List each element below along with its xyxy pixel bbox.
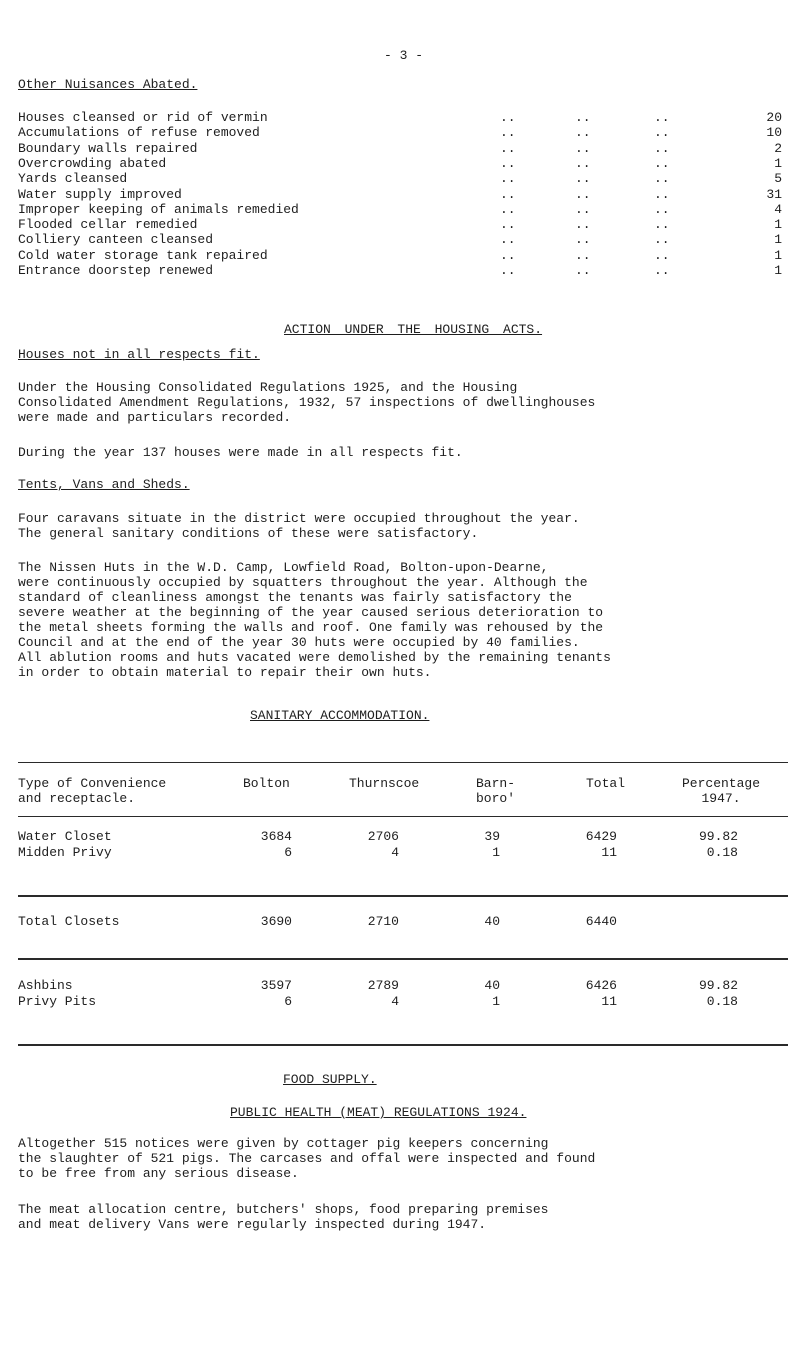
- leader-dots: ..: [575, 186, 591, 202]
- nuisance-count: 1: [774, 232, 782, 248]
- cell-total: 11: [601, 845, 617, 860]
- nuisance-row: [18, 171, 790, 186]
- nuisance-row: [18, 248, 790, 263]
- cell-bolton: 3597: [260, 978, 292, 993]
- cell-barnboro: 39: [484, 829, 500, 844]
- cell-type: Privy Pits: [18, 994, 97, 1009]
- text-line: to be free from any serious disease.: [18, 1166, 299, 1181]
- table-bottom-rule: [18, 1044, 788, 1046]
- cell-total: 6440: [585, 914, 617, 929]
- text-line: the slaughter of 521 pigs. The carcases and offal were inspected and found: [18, 1151, 596, 1166]
- leader-dots: ..: [654, 263, 670, 278]
- nuisance-label: Water supply improved: [18, 186, 182, 202]
- nuisance-count: 10: [766, 125, 782, 141]
- text-line: During the year 137 houses were made in all respects fit.: [18, 445, 463, 460]
- nuisance-row: [18, 232, 790, 247]
- cell-total: 6426: [585, 978, 617, 993]
- text-line: The Nissen Huts in the W.D. Camp, Lowfield Road, Bolton-upon-Dearne,: [18, 560, 549, 575]
- leader-dots: ..: [654, 186, 670, 202]
- leader-dots: ..: [500, 217, 516, 233]
- nuisance-row: [18, 156, 790, 171]
- text-line: Consolidated Amendment Regulations, 1932, 57 inspections of dwellinghouses: [18, 395, 596, 410]
- leader-dots: ..: [500, 171, 516, 187]
- leader-dots: ..: [654, 232, 670, 248]
- tents-paragraph-1: [18, 511, 788, 541]
- nuisance-count: 1: [774, 263, 782, 278]
- leader-dots: ..: [654, 155, 670, 171]
- col-header-total: Total: [586, 776, 626, 791]
- leader-dots: ..: [654, 125, 670, 141]
- sanitary-heading: SANITARY ACCOMMODATION.: [250, 708, 430, 723]
- nuisance-label: Improper keeping of animals remedied: [18, 201, 299, 217]
- text-line: were made and particulars recorded.: [18, 410, 292, 425]
- cell-bolton: 6: [284, 845, 292, 860]
- nuisance-label: Cold water storage tank repaired: [18, 247, 268, 263]
- leader-dots: ..: [500, 232, 516, 248]
- leader-dots: ..: [500, 125, 516, 141]
- cell-thurnscoe: 2789: [367, 978, 399, 993]
- nuisance-label: Houses cleansed or rid of vermin: [18, 110, 268, 125]
- text-line: All ablution rooms and huts vacated were demolished by the remaining tenants: [18, 650, 611, 665]
- leader-dots: ..: [575, 201, 591, 217]
- cell-barnboro: 40: [484, 914, 500, 929]
- cell-thurnscoe: 2706: [367, 829, 399, 844]
- leader-dots: ..: [500, 263, 516, 278]
- nuisance-count: 5: [774, 171, 782, 187]
- text-line: were continuously occupied by squatters throughout the year. Although the: [18, 575, 588, 590]
- cell-bolton: 6: [284, 994, 292, 1009]
- col-header-barnboro: Barn- boro': [476, 776, 516, 806]
- leader-dots: ..: [575, 155, 591, 171]
- cell-percentage: 99.82: [698, 978, 738, 993]
- food-subheading: PUBLIC HEALTH (MEAT) REGULATIONS 1924.: [230, 1105, 527, 1120]
- table-rule: [18, 895, 788, 897]
- cell-type: Water Closet: [18, 829, 112, 844]
- cell-total: 6429: [585, 829, 617, 844]
- nuisance-row: [18, 110, 790, 125]
- food-paragraph-1: [18, 1136, 788, 1181]
- nuisance-count: 31: [766, 186, 782, 202]
- leader-dots: ..: [575, 125, 591, 141]
- nuisance-label: Yards cleansed: [18, 171, 128, 187]
- cell-barnboro: 40: [484, 978, 500, 993]
- tents-paragraph-2: [18, 560, 788, 680]
- nuisance-count: 2: [774, 140, 782, 156]
- tents-heading: Tents, Vans and Sheds.: [18, 477, 190, 492]
- leader-dots: ..: [575, 171, 591, 187]
- leader-dots: ..: [654, 217, 670, 233]
- text-line: Four caravans situate in the district were occupied throughout the year.: [18, 511, 580, 526]
- cell-bolton: 3684: [260, 829, 292, 844]
- cell-thurnscoe: 4: [391, 845, 399, 860]
- leader-dots: ..: [500, 110, 516, 125]
- cell-thurnscoe: 2710: [367, 914, 399, 929]
- cell-barnboro: 1: [492, 845, 500, 860]
- leader-dots: ..: [500, 247, 516, 263]
- leader-dots: ..: [500, 186, 516, 202]
- leader-dots: ..: [575, 110, 591, 125]
- nuisance-label: Flooded cellar remedied: [18, 217, 198, 233]
- nuisance-count: 1: [774, 247, 782, 263]
- cell-type: Ashbins: [18, 978, 73, 993]
- leader-dots: ..: [500, 155, 516, 171]
- cell-thurnscoe: 4: [391, 994, 399, 1009]
- food-paragraph-2: [18, 1202, 788, 1232]
- leader-dots: ..: [500, 140, 516, 156]
- cell-percentage: 0.18: [706, 845, 738, 860]
- table-header-rule: [18, 816, 788, 817]
- leader-dots: ..: [654, 247, 670, 263]
- nuisance-row: [18, 263, 790, 278]
- col-header-type: Type of Convenience and receptacle.: [18, 776, 167, 806]
- cell-percentage: 0.18: [706, 994, 738, 1009]
- leader-dots: ..: [575, 232, 591, 248]
- leader-dots: ..: [500, 201, 516, 217]
- table-rule: [18, 958, 788, 960]
- nuisance-count: 4: [774, 201, 782, 217]
- nuisance-count: 1: [774, 217, 782, 233]
- cell-barnboro: 1: [492, 994, 500, 1009]
- text-line: Under the Housing Consolidated Regulations 1925, and the Housing: [18, 380, 518, 395]
- housing-heading: ACTION UNDER THE HOUSING ACTS.: [284, 322, 543, 337]
- cell-type: Total Closets: [18, 914, 120, 929]
- text-line: Council and at the end of the year 30 huts were occupied by 40 families.: [18, 635, 580, 650]
- col-header-percentage: Percentage 1947.: [682, 776, 761, 806]
- leader-dots: ..: [654, 140, 670, 156]
- cell-type: Midden Privy: [18, 845, 112, 860]
- nuisance-row: [18, 125, 790, 140]
- leader-dots: ..: [575, 263, 591, 278]
- leader-dots: ..: [575, 247, 591, 263]
- cell-total: 11: [601, 994, 617, 1009]
- col-header-bolton: Bolton: [243, 776, 290, 791]
- nuisance-count: 20: [766, 110, 782, 125]
- text-line: standard of cleanliness amongst the tenants was fairly satisfactory the: [18, 590, 572, 605]
- leader-dots: ..: [654, 171, 670, 187]
- housing-paragraph-2: [18, 445, 788, 460]
- page-number: - 3 -: [384, 48, 424, 63]
- nuisance-label: Overcrowding abated: [18, 155, 167, 171]
- nuisance-label: Accumulations of refuse removed: [18, 125, 260, 141]
- text-line: The meat allocation centre, butchers' shops, food preparing premises: [18, 1202, 549, 1217]
- text-line: the metal sheets forming the walls and roof. One family was rehoused by the: [18, 620, 604, 635]
- leader-dots: ..: [575, 217, 591, 233]
- table-top-rule: [18, 762, 788, 763]
- nuisance-label: Colliery canteen cleansed: [18, 232, 214, 248]
- nuisance-row: [18, 202, 790, 217]
- cell-percentage: 99.82: [698, 829, 738, 844]
- text-line: in order to obtain material to repair their own huts.: [18, 665, 432, 680]
- nuisance-row: [18, 187, 790, 202]
- text-line: and meat delivery Vans were regularly inspected during 1947.: [18, 1217, 487, 1232]
- col-header-thurnscoe: Thurnscoe: [349, 776, 420, 791]
- text-line: Altogether 515 notices were given by cottager pig keepers concerning: [18, 1136, 549, 1151]
- text-line: severe weather at the beginning of the year caused serious deterioration to: [18, 605, 604, 620]
- nuisance-row: [18, 217, 790, 232]
- food-heading: FOOD SUPPLY.: [283, 1072, 377, 1087]
- nuisance-count: 1: [774, 155, 782, 171]
- housing-subheading: Houses not in all respects fit.: [18, 347, 260, 362]
- housing-paragraph-1: [18, 380, 788, 425]
- nuisance-label: Boundary walls repaired: [18, 140, 198, 156]
- text-line: The general sanitary conditions of these were satisfactory.: [18, 526, 479, 541]
- cell-bolton: 3690: [260, 914, 292, 929]
- leader-dots: ..: [575, 140, 591, 156]
- leader-dots: ..: [654, 110, 670, 125]
- leader-dots: ..: [654, 201, 670, 217]
- nuisance-row: [18, 141, 790, 156]
- nuisances-heading: Other Nuisances Abated.: [18, 77, 198, 92]
- nuisance-label: Entrance doorstep renewed: [18, 263, 214, 278]
